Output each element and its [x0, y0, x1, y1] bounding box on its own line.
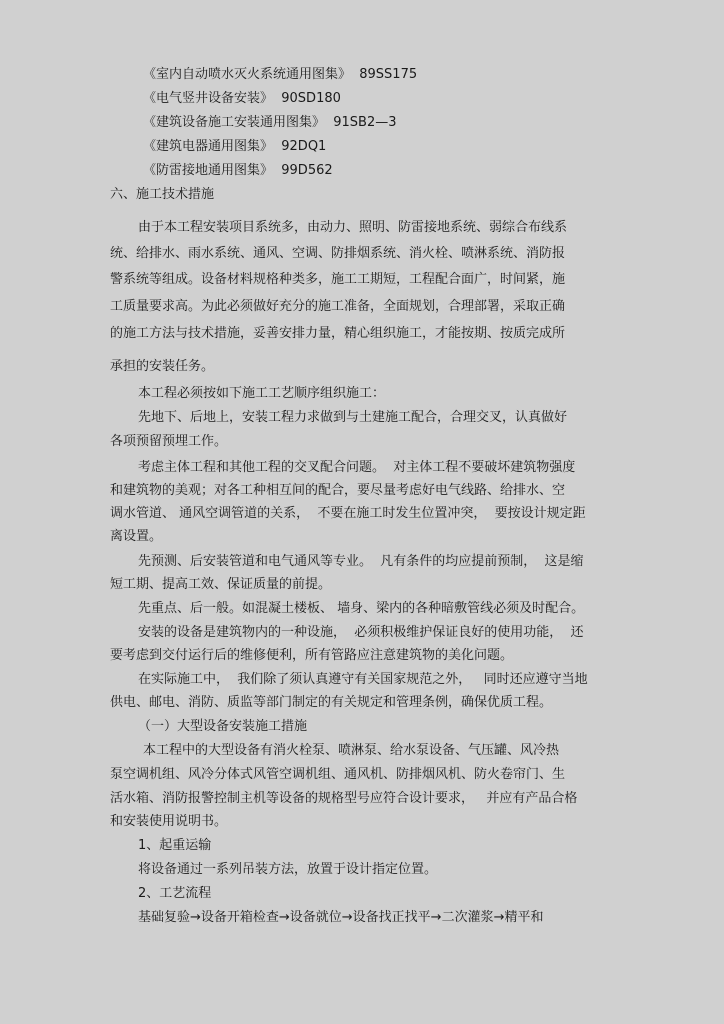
paragraph-line: 各项预留预埋工作。 — [110, 434, 228, 449]
paragraph-line: 统、给排水、雨水系统、通风、空调、防排烟系统、消火栓、喷淋系统、消防报 — [110, 246, 566, 261]
paragraph-line: 承担的安装任务。 — [110, 359, 215, 374]
paragraph-line: 本工程中的大型设备有消火栓泵、喷淋泵、给水泵设备、气压罐、风冷热 — [143, 743, 560, 758]
paragraph-line: 将设备通过一系列吊装方法，放置于设计指定位置。 — [138, 862, 438, 877]
paragraph-line: 先重点、后一般。如混凝土楼板、 墙身、梁内的各种暗敷管线必须及时配合。 — [138, 601, 585, 616]
paragraph-line: 离设置。 — [110, 529, 163, 544]
paragraph-line: 在实际施工中， 我们除了须认真遵守有关国家规范之外， 同时还应遵守当地 — [138, 672, 588, 687]
subsection-title: （一）大型设备安装施工措施 — [138, 719, 308, 734]
paragraph-line: 先预测、后安装管道和电气通风等专业。 凡有条件的均应提前预制， 这是缩 — [138, 554, 584, 569]
reference-line: 《防雷接地通用图集》 99D562 — [143, 163, 333, 178]
reference-line: 《室内自动喷水灭火系统通用图集》 89SS175 — [143, 67, 418, 82]
section-title: 六、施工技术措施 — [110, 187, 215, 202]
paragraph-line: 和建筑物的美观；对各工种相互间的配合，要尽量考虑好电气线路、给排水、空 — [110, 483, 566, 498]
reference-line: 《电气竖井设备安装》 90SD180 — [143, 91, 341, 106]
paragraph-line: 调水管道、 通风空调管道的关系， 不要在施工时发生位置冲突， 要按设计规定距 — [110, 506, 586, 521]
paragraph-line: 短工期、提高工效、保证质量的前提。 — [110, 577, 332, 592]
paragraph-line: 先地下、后地上，安装工程力求做到与土建施工配合，合理交叉，认真做好 — [138, 410, 568, 425]
item-heading: 2、工艺流程 — [138, 886, 212, 901]
paragraph-line: 要考虑到交付运行后的维修便利，所有管路应注意建筑物的美化问题。 — [110, 648, 514, 663]
paragraph-line: 基础复验→设备开箱检查→设备就位→设备找正找平→二次灌浆→精平和 — [138, 910, 544, 925]
paragraph-line: 考虑主体工程和其他工程的交叉配合问题。 对主体工程不要破坏建筑物强度 — [138, 460, 576, 475]
paragraph-line: 的施工方法与技术措施，妥善安排力量，精心组织施工，才能按期、按质完成所 — [110, 326, 566, 341]
paragraph-line: 泵空调机组、风冷分体式风管空调机组、通风机、防排烟风机、防火卷帘门、生 — [110, 767, 566, 782]
paragraph-line: 和安装使用说明书。 — [110, 814, 228, 829]
reference-line: 《建筑电器通用图集》 92DQ1 — [143, 139, 327, 154]
paragraph-line: 活水箱、消防报警控制主机等设备的规格型号应符合设计要求， 并应有产品合格 — [110, 791, 578, 806]
paragraph-line: 供电、邮电、消防、质监等部门制定的有关规定和管理条例，确保优质工程。 — [110, 695, 553, 710]
item-heading: 1、起重运输 — [138, 838, 212, 853]
paragraph-line: 安装的设备是建筑物内的一种设施， 必须积极维护保证良好的使用功能， 还 — [138, 625, 584, 640]
paragraph-line: 工质量要求高。为此必须做好充分的施工准备，全面规划，合理部署，采取正确 — [110, 299, 566, 314]
paragraph-line: 本工程必须按如下施工工艺顺序组织施工： — [138, 386, 386, 401]
reference-line: 《建筑设备施工安装通用图集》 91SB2—3 — [143, 115, 397, 130]
paragraph-line: 由于本工程安装项目系统多，由动力、照明、防雷接地系统、弱综合布线系 — [138, 220, 568, 235]
paragraph-line: 警系统等组成。设备材料规格种类多，施工工期短，工程配合面广，时间紧，施 — [110, 272, 566, 287]
